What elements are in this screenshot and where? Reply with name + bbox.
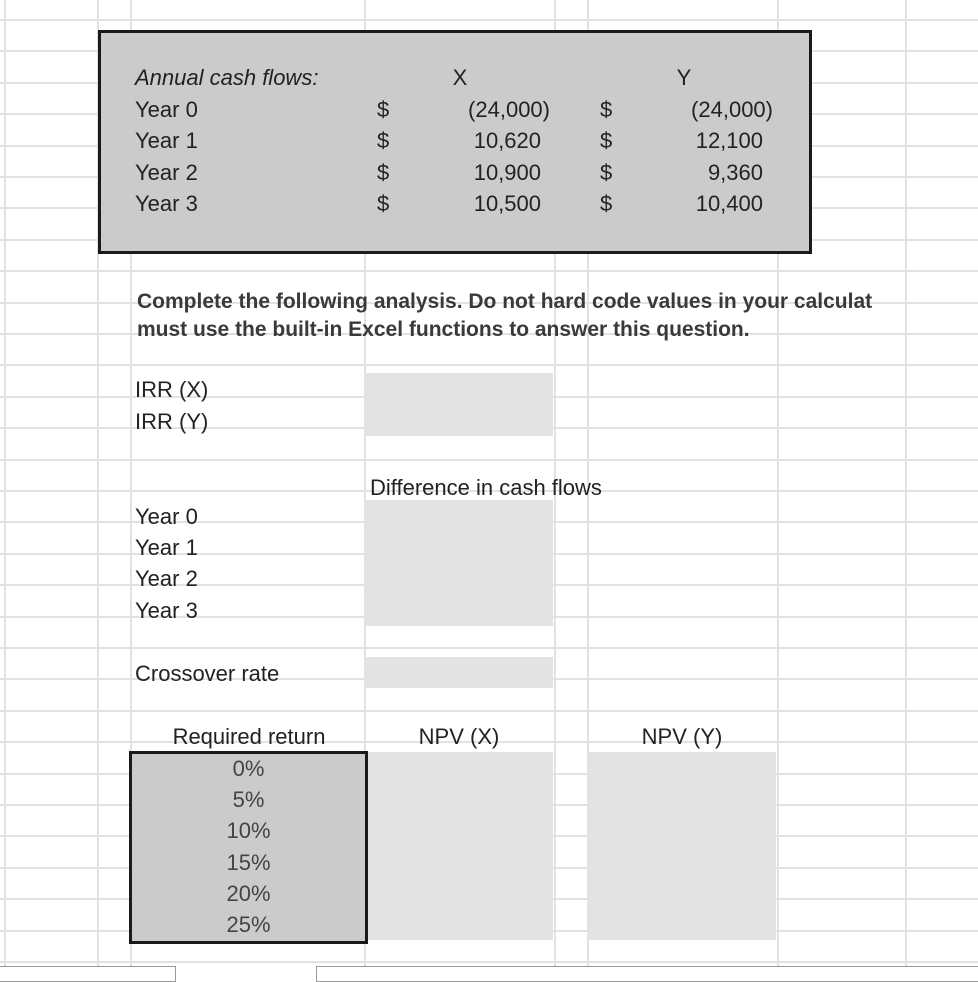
cash-flow-y-value: (24,000)	[691, 97, 773, 122]
npv-y-header: NPV (Y)	[641, 724, 723, 749]
cash-flow-x-value: (24,000)	[468, 97, 550, 122]
sheet-tab[interactable]	[316, 966, 978, 982]
column-y-header: Y	[676, 65, 692, 90]
difference-year-label: Year 0	[135, 504, 198, 529]
cash-flow-row-label: Year 0	[135, 97, 198, 122]
rate-value: 5%	[232, 787, 265, 812]
difference-header: Difference in cash flows	[370, 475, 602, 500]
cash-flow-row-label: Year 2	[135, 160, 198, 185]
currency-symbol: $	[377, 128, 390, 153]
irr-input-cells[interactable]	[365, 373, 553, 436]
cash-flow-row-label: Year 1	[135, 128, 198, 153]
rate-value: 10%	[226, 818, 271, 843]
rate-value: 15%	[226, 850, 271, 875]
difference-year-label: Year 3	[135, 598, 198, 623]
cash-flow-x-value: 10,500	[473, 191, 541, 216]
instructions-line-2: must use the built-in Excel functions to answer this question.	[137, 318, 750, 341]
cash-flow-row-label: Year 3	[135, 191, 198, 216]
currency-symbol: $	[377, 191, 390, 216]
column-x-header: X	[452, 65, 468, 90]
currency-symbol: $	[600, 191, 613, 216]
crossover-label: Crossover rate	[135, 661, 280, 686]
required-return-header: Required return	[172, 724, 326, 749]
rate-value: 25%	[226, 912, 271, 937]
npv-y-input-cells[interactable]	[588, 752, 776, 940]
currency-symbol: $	[377, 160, 390, 185]
irr-x-label: IRR (X)	[135, 377, 209, 402]
cash-flow-x-value: 10,900	[473, 160, 541, 185]
cash-flow-y-value: 9,360	[707, 160, 763, 185]
cash-flow-y-value: 10,400	[695, 191, 763, 216]
cash-flow-y-value: 12,100	[695, 128, 763, 153]
currency-symbol: $	[600, 128, 613, 153]
difference-year-label: Year 1	[135, 535, 198, 560]
difference-year-label: Year 2	[135, 566, 198, 591]
currency-symbol: $	[377, 97, 390, 122]
npv-x-input-cells[interactable]	[365, 752, 553, 940]
rate-value: 20%	[226, 881, 271, 906]
cash-flow-x-value: 10,620	[473, 128, 541, 153]
crossover-input-cell[interactable]	[365, 657, 553, 688]
currency-symbol: $	[600, 97, 613, 122]
difference-input-cells[interactable]	[365, 500, 553, 626]
cash-flows-header: Annual cash flows:	[135, 65, 319, 90]
irr-y-label: IRR (Y)	[135, 409, 209, 434]
instructions-line-1: Complete the following analysis. Do not hard code values in your calculat	[137, 290, 873, 313]
rate-value: 0%	[232, 756, 265, 781]
currency-symbol: $	[600, 160, 613, 185]
sheet-tab[interactable]	[0, 966, 176, 982]
npv-x-header: NPV (X)	[418, 724, 500, 749]
